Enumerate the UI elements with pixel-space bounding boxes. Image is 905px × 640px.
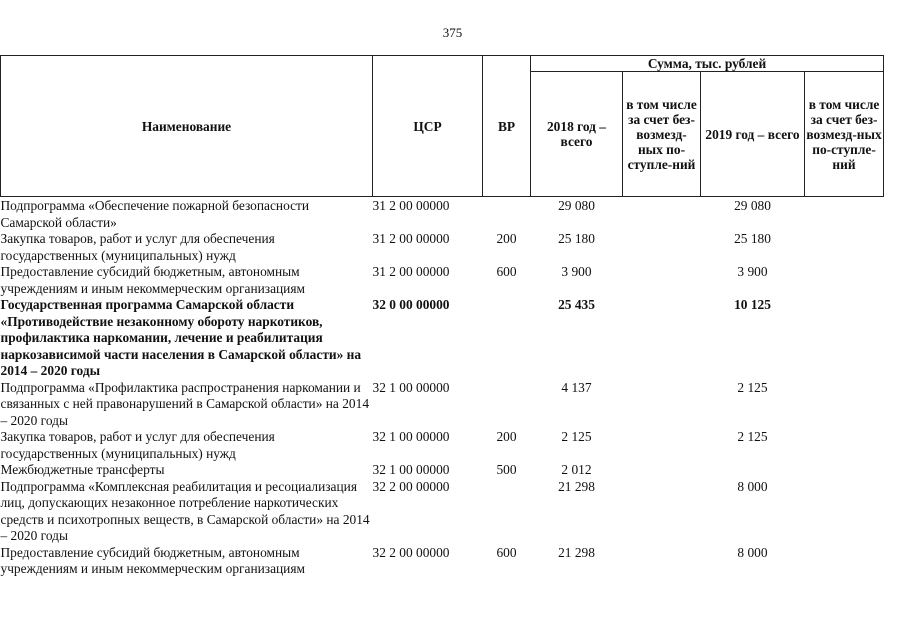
header-code: ЦСР — [373, 56, 483, 197]
row-2018-free — [623, 429, 701, 462]
row-code: 32 2 00 00000 — [372, 478, 450, 494]
row-2018-total: 25 435 — [558, 297, 595, 312]
row-2018-free — [623, 462, 701, 479]
row-type — [483, 380, 531, 430]
row-2018-total: 29 080 — [558, 198, 595, 213]
row-2018-total: 21 298 — [558, 544, 595, 560]
row-2019-total — [701, 462, 805, 479]
row-type — [483, 479, 531, 545]
row-2018-total: 2 125 — [561, 429, 592, 444]
row-2019-total: 2 125 — [737, 379, 768, 395]
header-sum-group: Сумма, тыс. рублей — [531, 56, 884, 72]
row-name: Закупка товаров, работ и услуг для обеспечения государственных (муниципальных) нужд — [0, 429, 275, 461]
table-row — [1, 380, 884, 430]
row-2018-total: 2 012 — [561, 462, 592, 477]
row-type — [483, 297, 531, 380]
row-type: 200 — [496, 231, 517, 246]
table-body — [1, 197, 884, 578]
row-code: 32 2 00 00000 — [372, 544, 450, 560]
table-row — [1, 197, 884, 232]
row-2019-free — [805, 231, 884, 264]
row-2019-free — [805, 429, 884, 462]
row-code: 32 1 00 00000 — [372, 429, 450, 444]
table-row — [1, 462, 884, 479]
row-2018-free — [623, 380, 701, 430]
row-2019-total: 25 180 — [734, 231, 771, 246]
row-2019-free — [805, 197, 884, 232]
header-2019-free: в том числе за счет без-возмезд-ных по-ступле-ний — [805, 72, 884, 197]
row-name: Закупка товаров, работ и услуг для обеспечения государственных (муниципальных) нужд — [0, 231, 275, 263]
row-type — [483, 197, 531, 232]
row-2019-total: 3 900 — [737, 264, 768, 279]
row-2019-free — [805, 380, 884, 430]
row-2018-free — [623, 479, 701, 545]
row-2018-free — [623, 197, 701, 232]
row-name: Предоставление субсидий бюджетным, автономным учреждениям и иным некоммерческим организациям — [0, 544, 305, 576]
row-code: 31 2 00 00000 — [372, 198, 450, 213]
row-name: Межбюджетные трансферты — [0, 462, 165, 477]
row-2019-free — [805, 545, 884, 578]
row-2018-total: 3 900 — [561, 264, 592, 279]
header-2018-total: 2018 год – всего — [531, 72, 623, 197]
row-code: 32 1 00 00000 — [372, 379, 450, 395]
row-name: Предоставление субсидий бюджетным, автономным учреждениям и иным некоммерческим организациям — [0, 264, 305, 296]
table-header — [1, 56, 884, 197]
row-name: Государственная программа Самарской области «Противодействие незаконному обороту наркотиков, профилактика наркомании, лечение и реабилитация наркозависимой части населения в Самарской области» на 2014 – 2020 годы — [0, 297, 362, 378]
budget-table — [0, 55, 884, 578]
row-2019-total: 2 125 — [737, 429, 768, 444]
row-code: 31 2 00 00000 — [372, 264, 450, 279]
row-2019-total: 8 000 — [737, 544, 768, 560]
row-2018-total: 4 137 — [561, 379, 592, 395]
row-type: 200 — [496, 429, 517, 444]
table-row — [1, 264, 884, 297]
table-row — [1, 479, 884, 545]
table-row — [1, 231, 884, 264]
header-2019-total: 2019 год – всего — [701, 72, 805, 197]
row-2019-free — [805, 264, 884, 297]
header-type: ВР — [483, 56, 531, 197]
header-2018-free: в том числе за счет без-возмезд-ных по-ступле-ний — [623, 72, 701, 197]
row-code: 32 1 00 00000 — [372, 462, 450, 477]
row-name: Подпрограмма «Профилактика распространения наркомании и связанных с ней правонарушений в Самарской области» на 2014 – 2020 годы — [0, 379, 370, 428]
row-2018-free — [623, 231, 701, 264]
table-row — [1, 429, 884, 462]
page-number: 375 — [442, 25, 463, 40]
row-type: 600 — [496, 264, 517, 279]
row-2018-free — [623, 264, 701, 297]
row-code: 31 2 00 00000 — [372, 231, 450, 246]
row-2019-total: 8 000 — [737, 478, 768, 494]
row-2018-free — [623, 297, 701, 380]
row-type: 600 — [496, 544, 517, 560]
row-2019-total: 10 125 — [734, 297, 771, 312]
row-2018-total: 25 180 — [558, 231, 595, 246]
header-name: Наименование — [1, 56, 373, 197]
row-2019-free — [805, 462, 884, 479]
row-2019-free — [805, 297, 884, 380]
row-2019-total: 29 080 — [734, 198, 771, 213]
row-code: 32 0 00 00000 — [372, 297, 450, 312]
table-row — [1, 545, 884, 578]
table-row — [1, 297, 884, 380]
row-name: Подпрограмма «Комплексная реабилитация и ресоциализация лиц, допускающих незаконное потребление наркотических средств и психотропных веществ, в Самарской области» на 2014 – 2020 годы — [0, 478, 370, 543]
row-name: Подпрограмма «Обеспечение пожарной безопасности Самарской области» — [0, 198, 310, 230]
row-type: 500 — [496, 462, 517, 477]
row-2018-free — [623, 545, 701, 578]
row-2019-free — [805, 479, 884, 545]
row-2018-total: 21 298 — [558, 478, 595, 494]
